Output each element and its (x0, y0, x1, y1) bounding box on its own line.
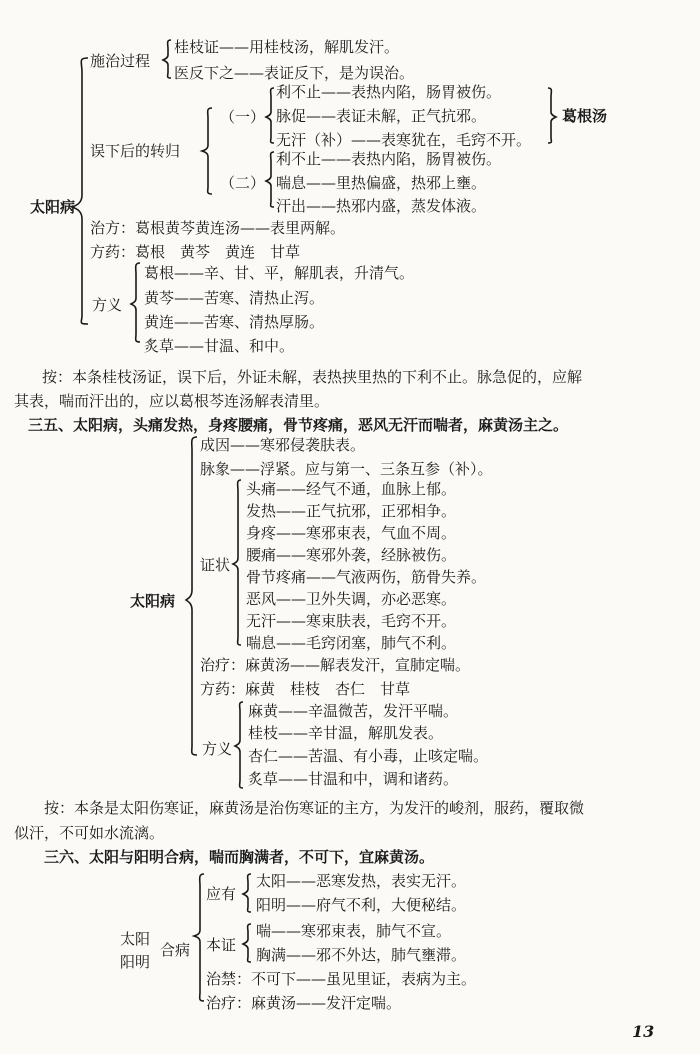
brace-root-34 (72, 58, 88, 324)
formula-35: 方药：麻黄 桂枝 杏仁 甘草 (200, 680, 411, 698)
group1-line: 无汗（补）——表寒犹在，毛窍不开。 (276, 131, 532, 149)
meaning-label-35: 方义 (202, 740, 233, 758)
symptom-line: 恶风——卫外失调，亦必恶寒。 (246, 590, 457, 608)
group2-line: 利不止——表热内陷，肠胃被伤。 (276, 150, 502, 168)
meaning-label-34: 方义 (92, 296, 123, 314)
formula-34: 方药：葛根 黄芩 黄连 甘草 (90, 243, 301, 261)
pulse-35: 脉象——浮紧。应与第一、三条互参（补）。 (200, 460, 493, 478)
root-taiyang-34: 太阳病 (30, 198, 76, 216)
heading-36: 三六、太阳与阳明合病，喘而胸满者，不可下，宜麻黄汤。 (44, 848, 435, 866)
forbid-36: 治禁：不可下——虽见里证，表病为主。 (206, 970, 477, 988)
should-line: 阳明——府气不利，大便秘结。 (256, 896, 467, 914)
root-taiyang-35: 太阳病 (130, 592, 176, 610)
heading-35: 三五、太阳病，头痛发热，身疼腰痛，骨节疼痛，恶风无汗而喘者，麻黄汤主之。 (28, 416, 569, 434)
root-yangming-36: 阳明 (120, 953, 151, 971)
root-hebing-36: 合病 (160, 941, 191, 959)
treatment-35: 治疗：麻黄汤——解表发汗，宣肺定喘。 (200, 656, 471, 674)
transform-label: 误下后的转归 (90, 142, 181, 160)
symptom-line: 头痛——经气不通，血脉上郁。 (246, 480, 457, 498)
main-label: 本证 (206, 936, 237, 954)
note-34-line2: 其表，喘而汗出的，应以葛根芩连汤解表清里。 (14, 392, 330, 410)
gegen-tang-result: 葛根汤 (562, 107, 608, 125)
treatment-36: 治疗：麻黄汤——发汗定喘。 (206, 994, 402, 1012)
meaning-line-35: 炙草——甘温和中，调和诸药。 (248, 770, 459, 788)
brace-transform (202, 108, 212, 194)
process-item: 桂枝证——用桂枝汤，解肌发汗。 (174, 38, 400, 56)
process-item: 医反下之——表证反下，是为误治。 (174, 64, 415, 82)
symptom-line: 腰痛——寒邪外袭，经脉被伤。 (246, 546, 457, 564)
symptom-line: 发热——正气抗邪，正邪相争。 (246, 502, 457, 520)
meaning-line-34: 黄芩——苦寒、清热止泻。 (144, 289, 325, 307)
meaning-line-34: 黄连——苦寒、清热厚肠。 (144, 313, 325, 331)
meaning-line-35: 杏仁——苦温、有小毒，止咳定喘。 (248, 747, 489, 765)
should-label: 应有 (206, 885, 237, 903)
group1-line: 利不止——表热内陷，肠胃被伤。 (276, 83, 502, 101)
brace-symptoms (233, 480, 241, 645)
meaning-line-34: 炙草——甘温、和中。 (144, 337, 295, 355)
brace-process (163, 40, 171, 78)
note-35-line1: 按：本条是太阳伤寒证，麻黄汤是治伤寒证的主方，为发汗的峻剂，服药，覆取微 (44, 799, 585, 817)
group1-line: 脉促——表证未解，正气抗邪。 (276, 107, 487, 125)
group2-line: 汗出——热邪内盛，蒸发体液。 (276, 197, 487, 215)
group2-line: 喘息——里热偏盛，热邪上壅。 (276, 174, 487, 192)
brace-g1-right (548, 88, 556, 143)
brace-root-35 (186, 437, 197, 755)
brace-g1 (266, 88, 274, 143)
meaning-line-34: 葛根——辛、甘、平，解肌表，升清气。 (144, 264, 415, 282)
brace-root-36 (194, 874, 204, 1001)
symptom-line: 喘息——毛窍闭塞，肺气不利。 (246, 634, 457, 652)
symptom-line: 骨节疼痛——气液两伤，筋骨失养。 (246, 568, 487, 586)
page-number: 13 (632, 1022, 655, 1041)
symptom-label: 证状 (200, 556, 231, 574)
meaning-line-35: 麻黄——辛温微苦，发汗平喘。 (248, 702, 459, 720)
should-line: 太阳——恶寒发热，表实无汗。 (256, 872, 467, 890)
treatment-34: 治方：葛根黄芩黄连汤——表里两解。 (90, 219, 346, 237)
process-label: 施治过程 (90, 52, 151, 70)
brace-meaning-34 (131, 263, 140, 342)
meaning-line-35: 桂枝——辛甘温，解肌发表。 (248, 724, 444, 742)
group-label-2: （二） (220, 174, 266, 192)
brace-should (243, 874, 251, 912)
main-line: 喘——寒邪束表，肺气不宣。 (256, 922, 452, 940)
symptom-line: 无汗——寒束肤表，毛窍不开。 (246, 612, 457, 630)
cause-35: 成因——寒邪侵袭肤表。 (200, 436, 366, 454)
root-taiyang-36: 太阳 (120, 930, 151, 948)
brace-g2 (266, 152, 274, 207)
note-35-line2: 似汗，不可如水流漓。 (14, 824, 165, 842)
brace-main (243, 924, 251, 962)
brace-meaning-35 (235, 702, 243, 788)
main-line: 胸满——邪不外达，肺气壅滞。 (256, 946, 467, 964)
note-34-line1: 按：本条桂枝汤证，误下后，外证未解，表热挟里热的下利不止。脉急促的，应解 (42, 368, 583, 386)
group-label-1: （一） (220, 108, 266, 126)
symptom-line: 身疼——寒邪束表，气血不周。 (246, 524, 457, 542)
